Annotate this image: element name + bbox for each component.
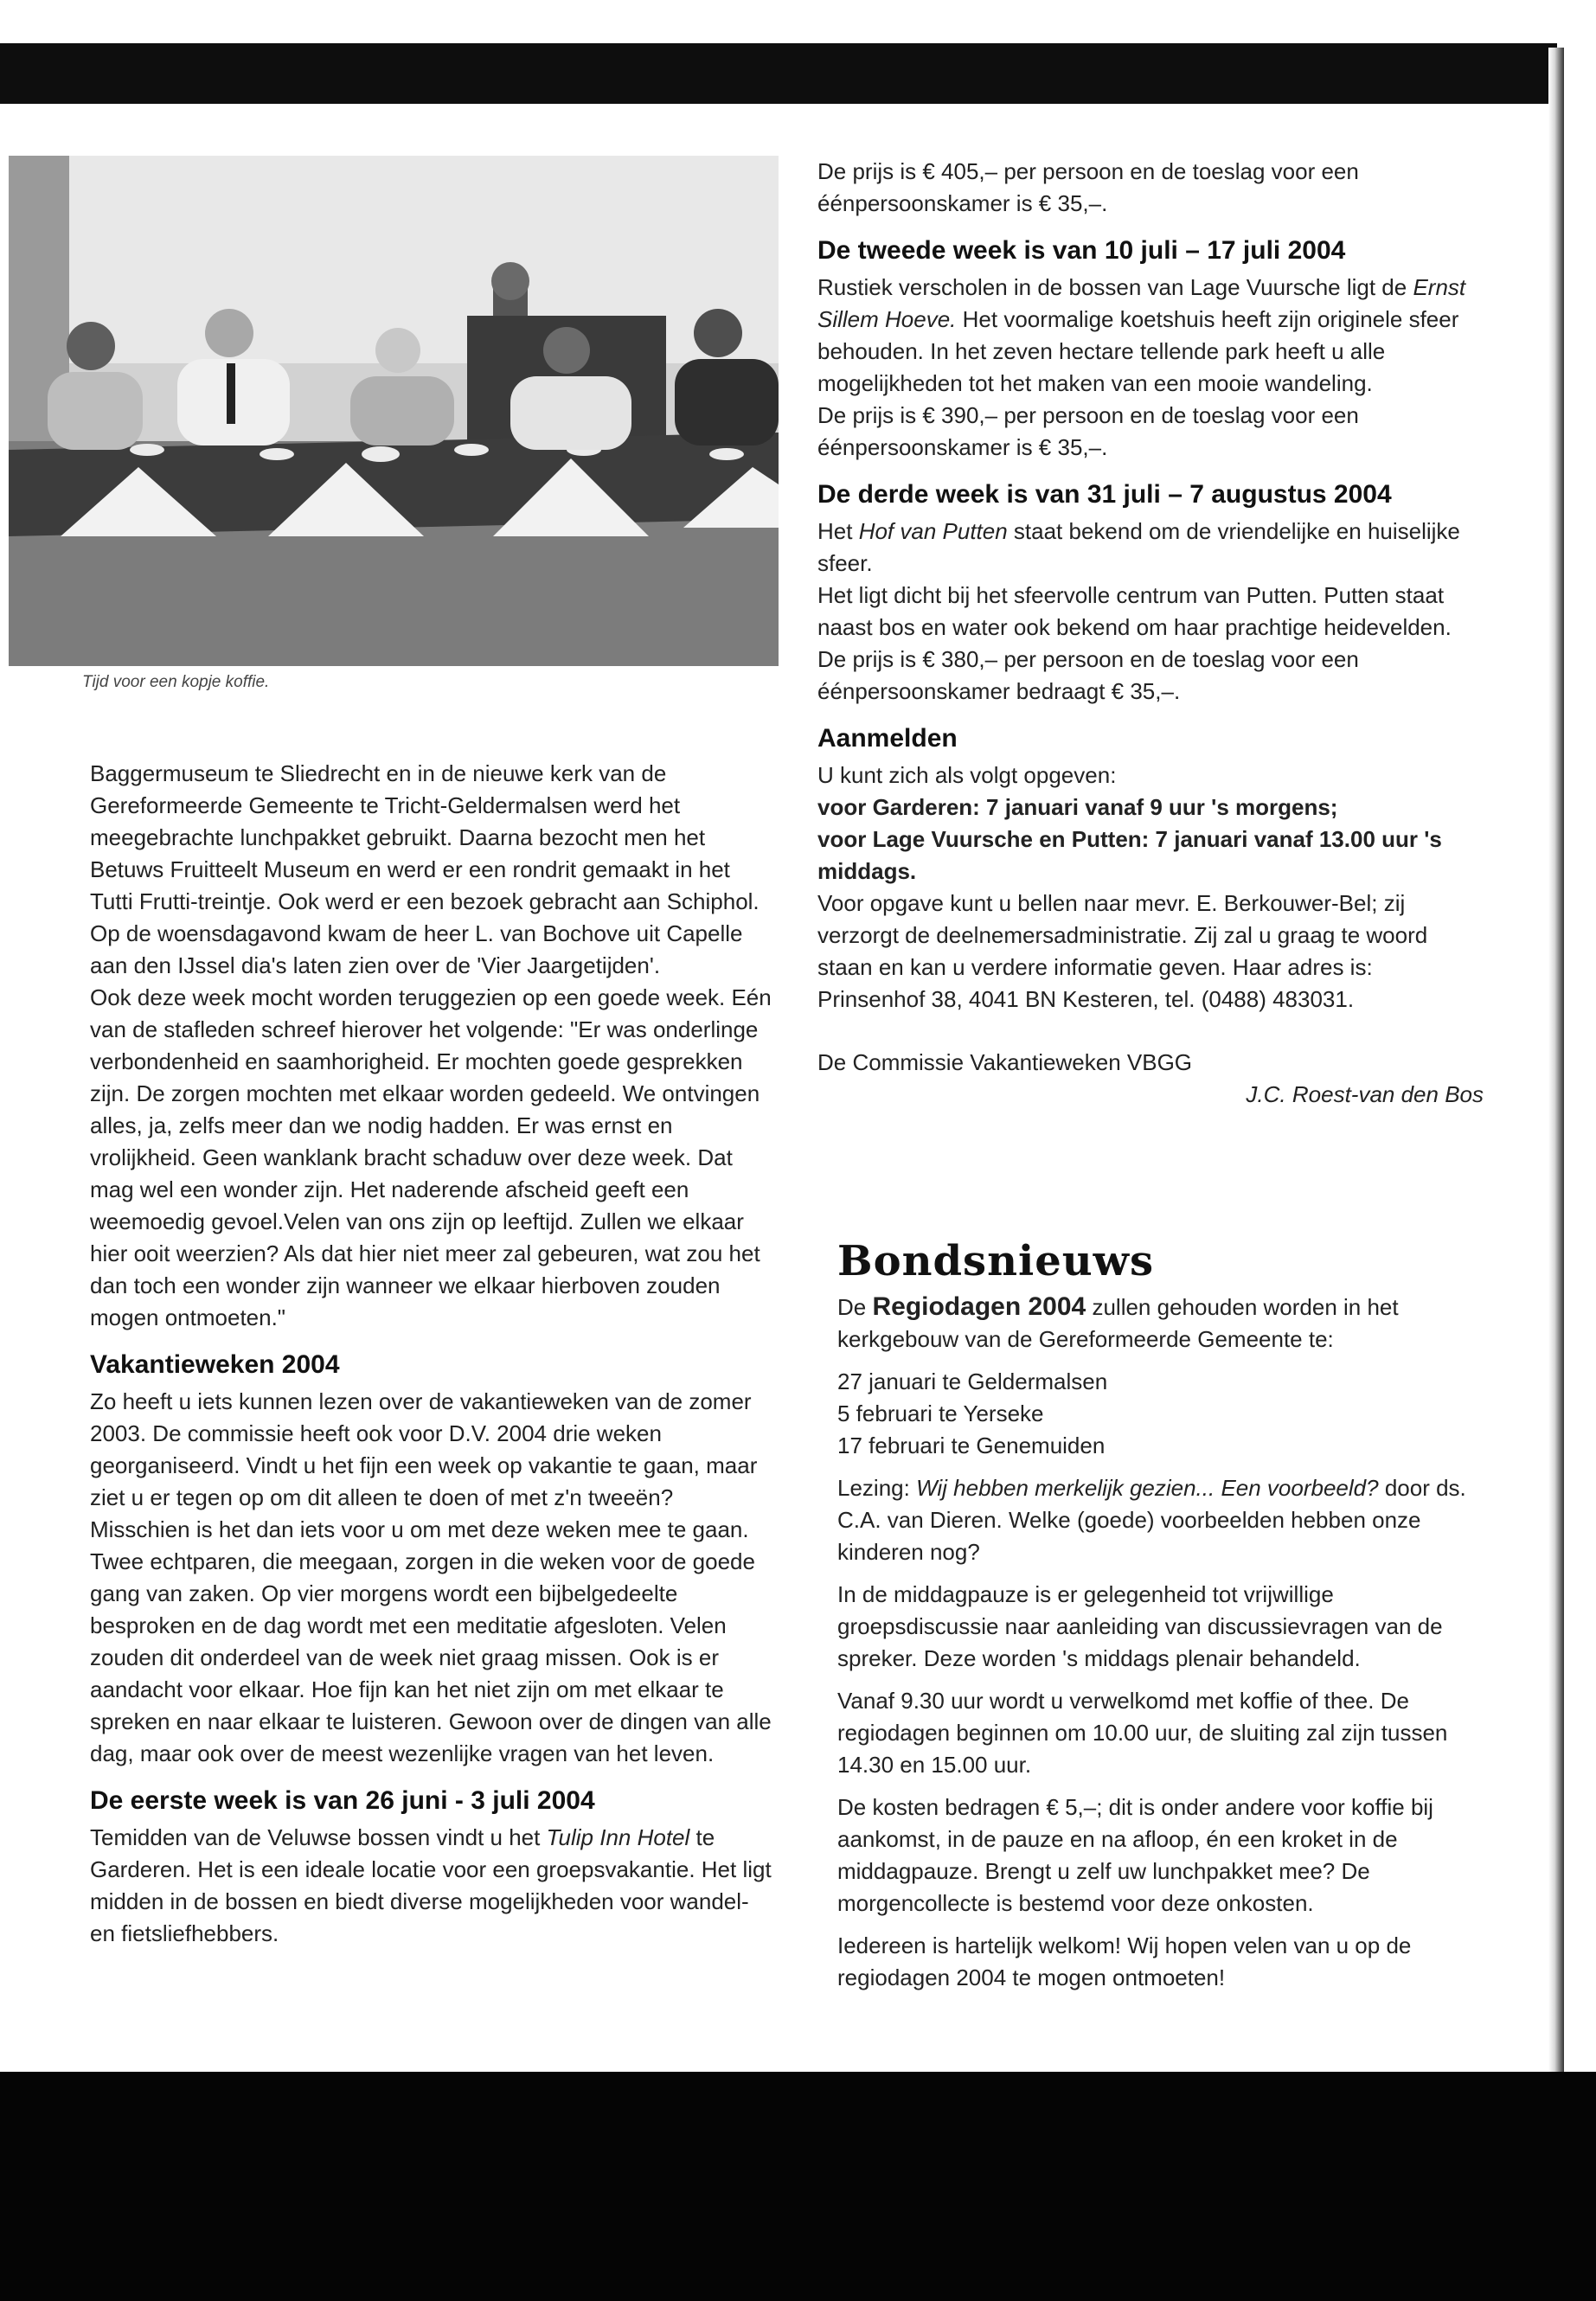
aanmelden-intro: U kunt zich als volgt opgeven:: [817, 762, 1117, 788]
signature-name: J.C. Roest-van den Bos: [1246, 1081, 1484, 1107]
vakantieweken-text: Zo heeft u iets kunnen lezen over de vakantieweken van de zomer 2003. De commissie heeft ook voor D.V. 2004 drie weken georganiseerd. Vindt u het fijn een week op vakantie te gaan, maar ziet u er tegen op om dit alleen te doen of met z'n tweeën? Misschien is het dan iets voor u om met deze weken mee te gaan. Twee echtparen, die meegaan, zorgen in die weken voor de goede gang van zaken. Op vier morgens wordt een bijbelgedeelte besproken en de dag wordt met een meditatie afgesloten. Velen zouden dit onderdeel van de week niet graag missen. Ook is er aandacht voor elkaar. Hoe fijn kan het niet zijn om met elkaar te spreken en naar elkaar te luisteren. Gewoon over de dingen van alle dag, maar ook over de meest wezenlijke vragen van het leven.: [90, 1388, 772, 1766]
aanmelden-lage-vuursche: voor Lage Vuursche en Putten: 7 januari vanaf 13.00 uur 's middags.: [817, 826, 1442, 884]
aanmelden-text: Voor opgave kunt u bellen naar mevr. E. Berkouwer-Bel; zij verzorgt de deelnemersadministratie. Zij zal u graag te woord staan en kan u verdere informatie geven. Haar adres is: Prinsenhof 38, 4041 BN Kesteren, tel. (0488) 483031.: [817, 890, 1428, 1012]
date-item: 17 februari te Genemuiden: [837, 1433, 1106, 1458]
hotel-name: Tulip Inn Hotel: [546, 1824, 690, 1850]
bondsnieuws-section: [837, 1237, 1495, 1994]
week3-text-2: Het ligt dicht bij het sfeervolle centrum van Putten. Putten staat naast bos en water ook bekend om haar prachtige heidevelden.: [817, 582, 1452, 640]
hof-name: Hof van Putten: [858, 518, 1008, 544]
right-column: [817, 156, 1484, 1111]
kosten-text: De kosten bedragen € 5,–; dit is onder andere voor koffie bij aankomst, in de pauze en na afloop, én een kroket in de middagpauze. Brengt u zelf uw lunchpakket mee? De morgencollecte is bestemd voor deze onkosten.: [837, 1794, 1433, 1916]
vakantieweken-heading: Vakantieweken 2004: [90, 1350, 340, 1379]
hoeve-name: Ernst Sillem Hoeve.: [817, 274, 1466, 332]
date-item: 27 januari te Geldermalsen: [837, 1368, 1108, 1394]
bondsnieuws-title: Bondsnieuws: [837, 1237, 1154, 1285]
regiodagen-label: Regiodagen 2004: [872, 1292, 1086, 1321]
week3-price: De prijs is € 380,– per persoon en de toeslag voor een éénpersoonskamer bedraagt € 35,–.: [817, 646, 1359, 704]
intro-paragraph-2: Ook deze week mocht worden teruggezien op een goede week. Eén van de stafleden schreef hierover het volgende: "Er was onderlinge verbondenheid en saamhorigheid. Er mochten goede gesprekken zijn. De zorgen mochten met elkaar worden gedeeld. We ontvingen alles, ja, zelfs meer dan we nodig hadden. Er was ernst en vrolijkheid. Geen wanklank bracht schaduw over deze week. Dat mag wel een wonder zijn. Het naderende afscheid geeft een weemoedig gevoel.Velen van ons zijn op leeftijd. Zullen we elkaar hier ooit weerzien? Als dat hier niet meer zal gebeuren, wat zou het dan toch een wonder zijn wanneer we elkaar hierboven zouden mogen ontmoeten.": [90, 984, 772, 1330]
week2-price: De prijs is € 390,– per persoon en de toeslag voor een éénpersoonskamer is € 35,–.: [817, 402, 1359, 460]
left-column: [90, 758, 773, 1950]
group-photo: [9, 156, 779, 666]
week3-heading: De derde week is van 31 juli – 7 augustus 2004: [817, 480, 1392, 509]
aanmelden-garderen: voor Garderen: 7 januari vanaf 9 uur 's morgens;: [817, 794, 1338, 820]
intro-paragraph-1: Baggermuseum te Sliedrecht en in de nieuwe kerk van de Gereformeerde Gemeente te Tricht-Geldermalsen werd het meegebrachte lunchpakket gebruikt. Daarna bezocht men het Betuws Fruitteelt Museum en werd er een rondrit gemaakt in het Tutti Frutti-treintje. Ook werd er een bezoek gebracht aan Schiphol. Op de woensdagavond kwam de heer L. van Bochove uit Capelle aan den IJssel dia's laten zien over de 'Vier Jaargetijden'.: [90, 760, 760, 978]
lezing: Lezing: Wij hebben merkelijk gezien... Een voorbeeld? door ds. C.A. van Dieren. Welke (goede) voorbeelden hebben onze kinderen nog?: [837, 1475, 1466, 1565]
week2-text: Rustiek verscholen in de bossen van Lage Vuursche ligt de Ernst Sillem Hoeve. Het voormalige koetshuis heeft zijn originele sfeer behouden. In het zeven hectare tellende park heeft u alle mogelijkheden tot het maken van een mooie wandeling.: [817, 274, 1466, 396]
ontvangst-text: Vanaf 9.30 uur wordt u verwelkomd met koffie of thee. De regiodagen beginnen om 10.00 uur, de sluiting zal zijn tussen 14.30 en 15.00 uur.: [837, 1688, 1448, 1778]
welkom-text: Iedereen is hartelijk welkom! Wij hopen velen van u op de regiodagen 2004 te mogen ontmoeten!: [837, 1932, 1412, 1990]
scan-bottom-border: [0, 2072, 1596, 2301]
week3-text: Het Hof van Putten staat bekend om de vriendelijke en huiselijke sfeer.: [817, 518, 1460, 576]
lezing-title: Wij hebben merkelijk gezien... Een voorbeeld?: [916, 1475, 1379, 1501]
aanmelden-heading: Aanmelden: [817, 724, 958, 753]
week1-heading: De eerste week is van 26 juni - 3 juli 2004: [90, 1786, 595, 1815]
week2-heading: De tweede week is van 10 juli – 17 juli 2004: [817, 236, 1346, 265]
middagpauze-text: In de middagpauze is er gelegenheid tot vrijwillige groepsdiscussie naar aanleiding van discussievragen van de spreker. Deze worden 's middags plenair behandeld.: [837, 1581, 1443, 1671]
photo-caption: Tijd voor een kopje koffie.: [82, 673, 270, 691]
date-item: 5 februari te Yerseke: [837, 1400, 1044, 1426]
week1-text: Temidden van de Veluwse bossen vindt u het Tulip Inn Hotel te Garderen. Het is een ideale locatie voor een groepsvakantie. Het ligt midden in de bossen en biedt diverse mogelijkheden voor wandel- en fietsliefhebbers.: [90, 1824, 772, 1946]
week1-price: De prijs is € 405,– per persoon en de toeslag voor een éénpersoonskamer is € 35,–.: [817, 158, 1359, 216]
regiodagen-intro: De Regiodagen 2004 zullen gehouden worden in het kerkgebouw van de Gereformeerde Gemeente te:: [837, 1292, 1399, 1352]
scan-right-edge: [1548, 48, 1564, 2080]
scan-top-border: [0, 43, 1557, 104]
signature-committee: De Commissie Vakantieweken VBGG: [817, 1049, 1193, 1075]
